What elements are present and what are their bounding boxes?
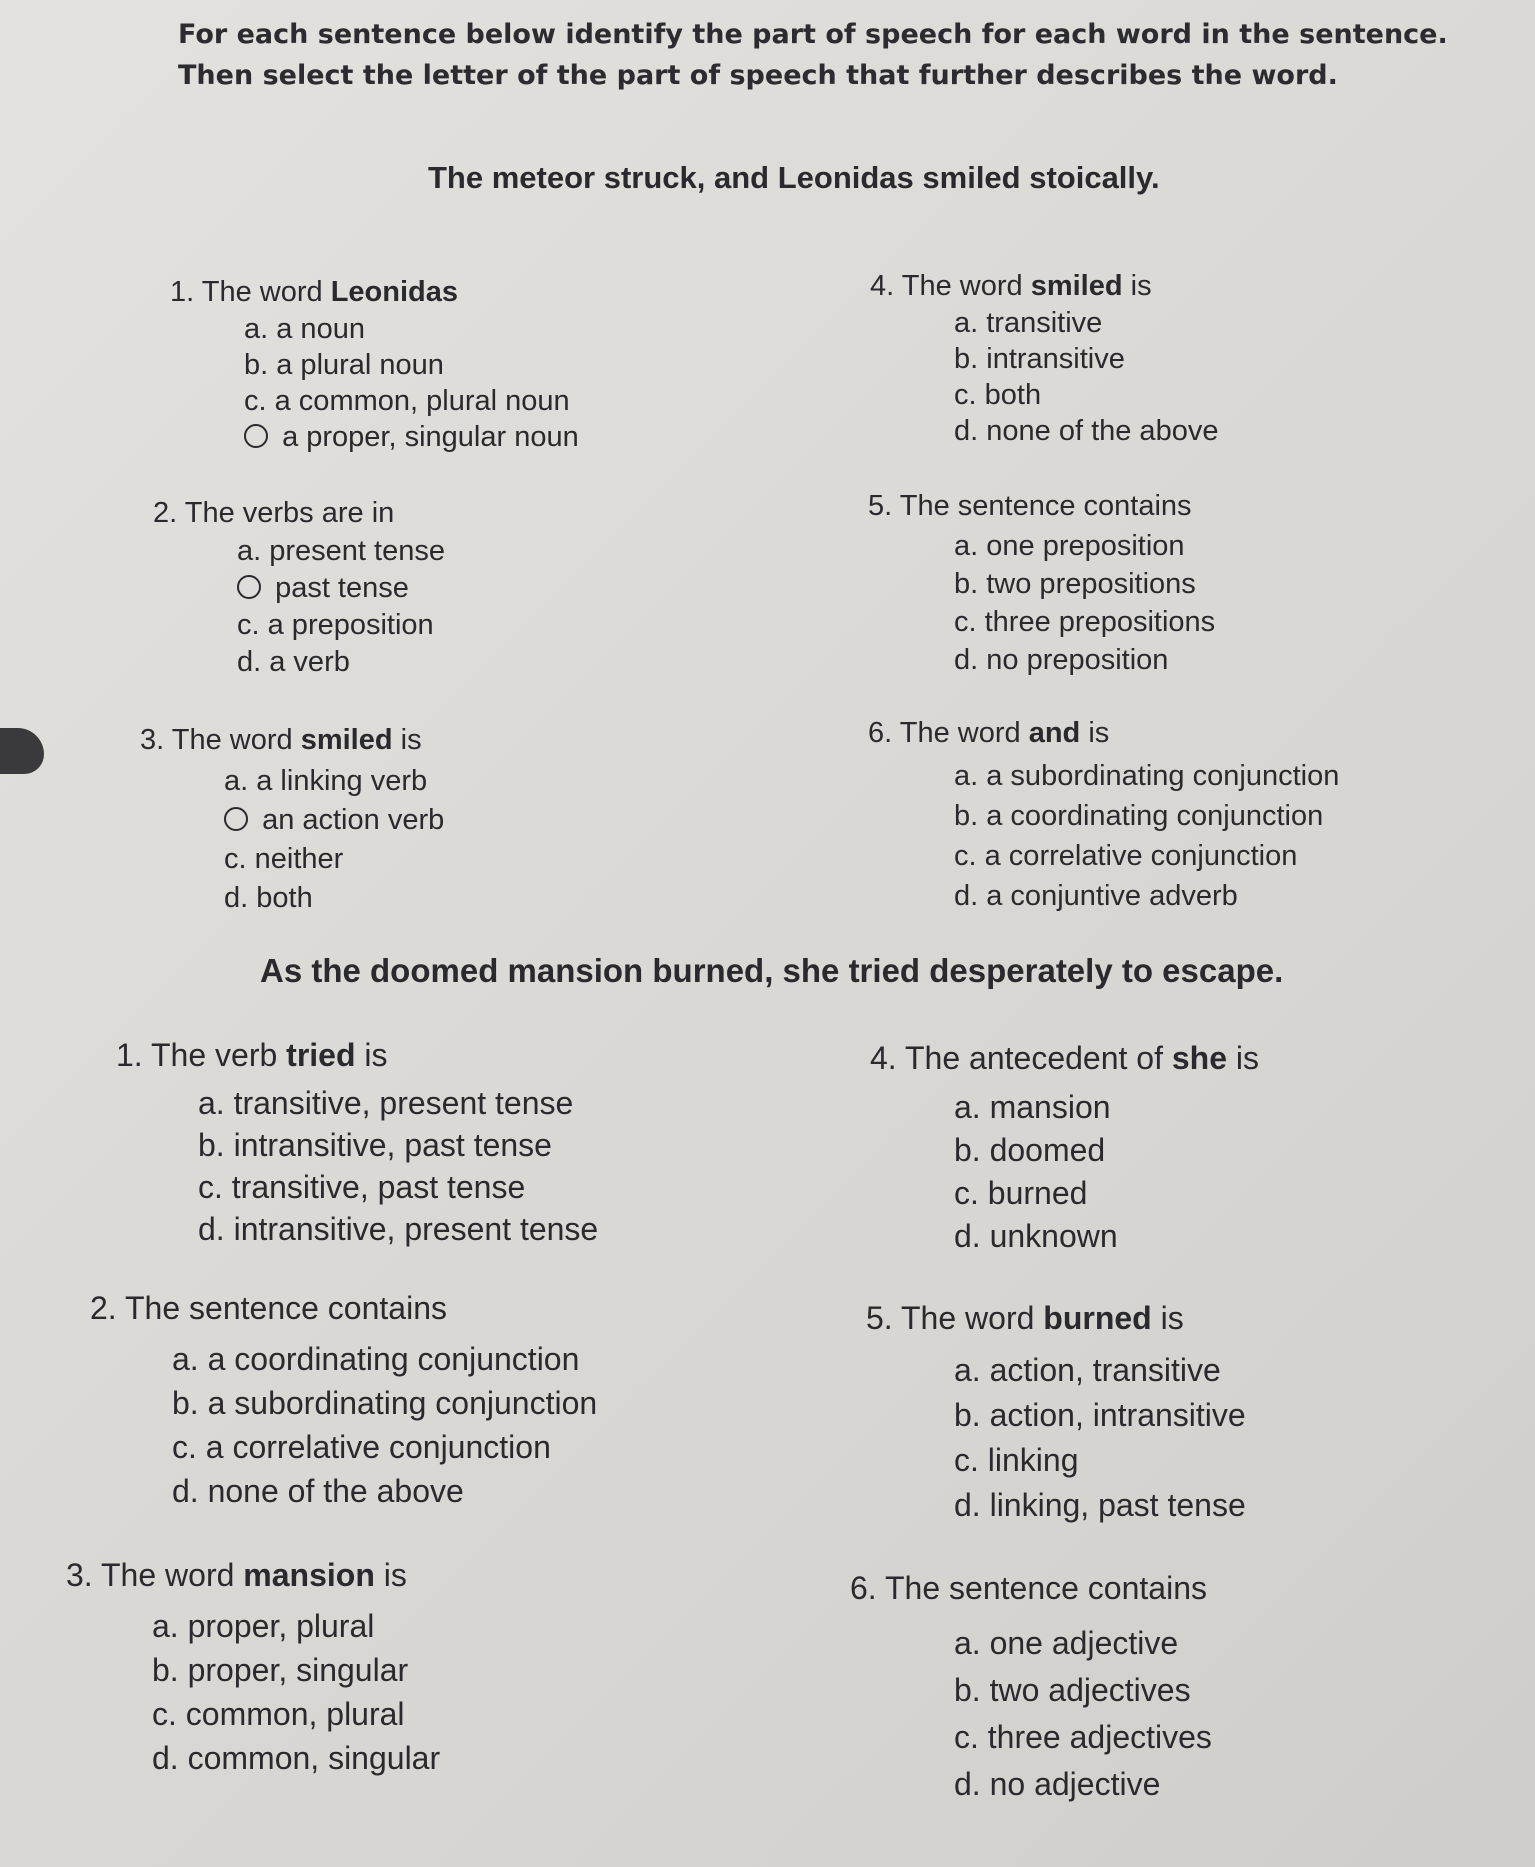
option-letter (172, 1385, 199, 1421)
option-text: both (256, 882, 313, 914)
option-text: a subordinating conjunction (986, 760, 1340, 792)
question-s1-q1 (170, 276, 579, 455)
question-target-word: mansion (243, 1557, 375, 1593)
option-a[interactable] (866, 1348, 1246, 1393)
option-letter-text: c. (954, 1175, 979, 1211)
option-a[interactable] (870, 305, 1218, 341)
question-number: 2. (153, 497, 178, 529)
question-title (153, 497, 445, 530)
question-s2-q4 (870, 1040, 1259, 1258)
question-title (116, 1037, 598, 1074)
option-letter (954, 880, 978, 912)
option-letter-text: c. (152, 1696, 177, 1732)
question-prefix: The sentence contains (899, 490, 1192, 522)
option-letter (954, 606, 977, 638)
option-d[interactable] (850, 1761, 1212, 1808)
option-letter-text: d. (954, 644, 979, 676)
option-a[interactable] (870, 1086, 1259, 1129)
question-prefix: The word (171, 724, 293, 756)
option-letter (172, 1429, 197, 1465)
option-c[interactable] (870, 377, 1218, 413)
option-letter (954, 800, 978, 832)
option-letter (198, 1127, 225, 1163)
option-c[interactable] (90, 1425, 597, 1469)
instructions: For each sentence below identify the part of speech for each word in the sentence. Then select the letter of the part of speech that further describes the word. (178, 19, 1448, 91)
option-text: no adjective (989, 1766, 1161, 1802)
question-number: 4. (870, 270, 895, 302)
option-letter (198, 1211, 225, 1247)
option-letter-text: b. (244, 349, 269, 381)
option-text: a subordinating conjunction (207, 1385, 598, 1421)
option-letter (954, 379, 977, 411)
option-letter (224, 804, 254, 836)
option-letter (172, 1473, 199, 1509)
option-text: a verb (269, 646, 350, 678)
question-title (66, 1557, 440, 1594)
option-text: none of the above (986, 415, 1219, 447)
option-a[interactable] (868, 756, 1339, 796)
question-target-word: she (1171, 1040, 1227, 1076)
option-letter (198, 1085, 225, 1121)
question-title (140, 724, 444, 757)
option-c[interactable] (850, 1714, 1212, 1761)
question-title (868, 717, 1339, 750)
option-b[interactable] (170, 347, 579, 383)
option-letter (954, 1132, 981, 1168)
option-c[interactable] (140, 840, 444, 879)
question-suffix: is (400, 724, 422, 756)
option-letter-text: c. (954, 379, 977, 411)
option-a[interactable] (170, 311, 579, 347)
option-c[interactable] (866, 1438, 1246, 1483)
question-s1-q5 (868, 490, 1215, 679)
question-number: 4. (870, 1040, 897, 1076)
option-letter-text: c. (198, 1169, 223, 1205)
option-letter (172, 1341, 199, 1377)
question-s2-q6 (850, 1570, 1212, 1808)
option-letter (954, 415, 978, 447)
option-letter-text: d. (237, 646, 262, 678)
question-target-word: smiled (1030, 270, 1123, 302)
option-letter (152, 1608, 179, 1644)
question-prefix: The sentence contains (125, 1290, 447, 1326)
question-title (850, 1570, 1212, 1607)
option-text: one preposition (986, 530, 1185, 562)
option-letter-text: b. (954, 1397, 981, 1433)
option-letter-text: d. (152, 1740, 179, 1776)
option-a[interactable] (116, 1082, 598, 1124)
question-suffix: is (1235, 1040, 1259, 1076)
option-letter (954, 1487, 981, 1523)
option-text: neither (254, 843, 344, 875)
sentence-2: As the doomed mansion burned, she tried desperately to escape. (260, 952, 1284, 989)
question-target-word: tried (286, 1037, 356, 1073)
option-letter-text: a. (198, 1085, 225, 1121)
option-a[interactable] (140, 762, 444, 801)
option-letter-text: b. (954, 1132, 981, 1168)
question-s2-q3 (66, 1557, 440, 1780)
option-letter-text: a. (152, 1608, 179, 1644)
question-target-word: burned (1043, 1300, 1152, 1336)
option-text: linking (987, 1442, 1079, 1478)
option-letter (224, 882, 248, 914)
option-text: an action verb (262, 804, 445, 836)
option-b[interactable] (870, 1129, 1259, 1172)
question-number: 3. (140, 724, 165, 756)
option-letter-text: d. (224, 882, 249, 914)
option-letter (954, 760, 978, 792)
option-letter (237, 535, 261, 567)
option-letter (244, 385, 267, 417)
option-text: action, intransitive (989, 1397, 1246, 1433)
question-s1-q3 (140, 724, 444, 918)
option-letter-text: a. (954, 1625, 981, 1661)
option-letter (954, 1672, 981, 1708)
option-letter (954, 1719, 979, 1755)
option-letter-text: a. (954, 1352, 981, 1388)
option-d[interactable] (170, 419, 579, 455)
question-s2-q5 (866, 1300, 1246, 1528)
question-prefix: The antecedent of (905, 1040, 1163, 1076)
option-letter (152, 1652, 179, 1688)
option-letter-text: a. (954, 1089, 981, 1125)
option-letter (237, 646, 261, 678)
option-letter-text: b. (172, 1385, 199, 1421)
option-a[interactable] (66, 1604, 440, 1648)
option-letter-text: a. (237, 535, 262, 567)
question-target-word: smiled (300, 724, 393, 756)
option-letter-text: d. (954, 1487, 981, 1523)
option-letter-text: c. (224, 843, 247, 875)
option-letter (954, 1218, 981, 1254)
question-s1-q6 (868, 717, 1339, 916)
option-letter-text: c. (237, 609, 260, 641)
question-number: 1. (116, 1037, 143, 1073)
option-text: transitive, present tense (233, 1085, 574, 1121)
option-letter-text: a. (954, 760, 979, 792)
option-d[interactable] (870, 1215, 1259, 1258)
answer-circle-mark (244, 424, 268, 448)
option-letter-text: b. (954, 568, 979, 600)
option-b[interactable] (850, 1667, 1212, 1714)
option-text: intransitive, past tense (233, 1127, 552, 1163)
sentence-1: The meteor struck, and Leonidas smiled stoically. (428, 160, 1160, 195)
option-text: proper, plural (187, 1608, 375, 1644)
option-letter (954, 1625, 981, 1661)
option-text: proper, singular (187, 1652, 409, 1688)
option-letter-text: d. (954, 1766, 981, 1802)
option-letter (237, 572, 267, 604)
option-text: a correlative conjunction (984, 840, 1298, 872)
question-title (866, 1300, 1246, 1337)
question-number: 1. (170, 276, 195, 308)
option-letter (954, 1089, 981, 1125)
option-c[interactable] (868, 836, 1339, 876)
answer-circle-mark (237, 575, 261, 599)
option-b[interactable] (870, 341, 1218, 377)
question-title (170, 276, 579, 309)
option-d[interactable] (140, 879, 444, 918)
option-d[interactable] (66, 1736, 440, 1780)
option-letter-text: d. (954, 880, 979, 912)
option-letter-text: a. (954, 530, 979, 562)
option-c[interactable] (868, 603, 1215, 641)
question-target-word: and (1028, 717, 1081, 749)
option-a[interactable] (850, 1620, 1212, 1667)
option-letter-text: c. (954, 1719, 979, 1755)
option-text: a coordinating conjunction (207, 1341, 580, 1377)
option-b[interactable] (153, 570, 445, 607)
option-text: a conjuntive adverb (986, 880, 1238, 912)
option-text: a linking verb (256, 765, 428, 797)
option-text: a correlative conjunction (205, 1429, 551, 1465)
question-suffix: is (1130, 270, 1152, 302)
question-number: 5. (866, 1300, 893, 1336)
option-text: common, plural (185, 1696, 405, 1732)
option-text: intransitive, present tense (233, 1211, 599, 1247)
question-suffix: is (383, 1557, 407, 1593)
option-d[interactable] (153, 644, 445, 681)
option-letter-text: b. (954, 1672, 981, 1708)
question-prefix: The word (201, 276, 323, 308)
option-letter (954, 1352, 981, 1388)
option-b[interactable] (116, 1124, 598, 1166)
option-letter (954, 307, 978, 339)
option-text: mansion (989, 1089, 1111, 1125)
option-d[interactable] (870, 413, 1218, 449)
option-c[interactable] (116, 1166, 598, 1208)
option-d[interactable] (116, 1208, 598, 1250)
option-letter (954, 568, 978, 600)
option-letter-text: c. (172, 1429, 197, 1465)
option-letter-text: d. (954, 1218, 981, 1254)
question-number: 6. (868, 717, 893, 749)
option-letter-text: b. (954, 800, 979, 832)
option-letter (244, 421, 274, 453)
option-text: three adjectives (987, 1719, 1212, 1755)
option-letter (152, 1696, 177, 1732)
question-suffix: is (1160, 1300, 1184, 1336)
option-letter (237, 609, 260, 641)
option-text: present tense (269, 535, 445, 567)
option-text: none of the above (207, 1473, 464, 1509)
option-text: common, singular (187, 1740, 441, 1776)
question-prefix: The verbs are in (184, 497, 395, 529)
question-prefix: The word (901, 270, 1023, 302)
option-d[interactable] (868, 876, 1339, 916)
option-letter (224, 843, 247, 875)
option-letter (244, 313, 268, 345)
option-b[interactable] (66, 1648, 440, 1692)
option-letter (954, 530, 978, 562)
option-letter-text: b. (954, 343, 979, 375)
option-letter-text: a. (954, 307, 979, 339)
option-text: action, transitive (989, 1352, 1221, 1388)
option-letter (954, 1766, 981, 1802)
option-text: one adjective (989, 1625, 1179, 1661)
option-letter-text: c. (954, 840, 977, 872)
question-number: 2. (90, 1290, 117, 1326)
question-number: 5. (868, 490, 893, 522)
option-letter (198, 1169, 223, 1205)
option-text: unknown (989, 1218, 1118, 1254)
option-text: transitive (986, 307, 1103, 339)
option-a[interactable] (153, 533, 445, 570)
option-text: three prepositions (984, 606, 1216, 638)
answer-circle-mark (224, 807, 248, 831)
option-text: doomed (989, 1132, 1106, 1168)
option-b[interactable] (140, 801, 444, 840)
question-s1-q2 (153, 497, 445, 681)
option-text: no preposition (986, 644, 1169, 676)
option-letter (954, 1397, 981, 1433)
question-title (870, 270, 1218, 303)
option-text: a proper, singular noun (282, 421, 579, 453)
option-letter-text: d. (954, 415, 979, 447)
question-suffix: is (364, 1037, 388, 1073)
question-prefix: The word (101, 1557, 235, 1593)
option-letter-text: c. (244, 385, 267, 417)
option-text: a noun (276, 313, 365, 345)
option-letter (954, 840, 977, 872)
option-text: two adjectives (989, 1672, 1191, 1708)
option-b[interactable] (868, 565, 1215, 603)
option-letter-text: a. (224, 765, 249, 797)
option-letter (244, 349, 268, 381)
option-letter-text: d. (172, 1473, 199, 1509)
question-title (868, 490, 1215, 523)
option-c[interactable] (170, 383, 579, 419)
option-letter (224, 765, 248, 797)
option-d[interactable] (866, 1483, 1246, 1528)
option-letter-text: a. (244, 313, 269, 345)
option-letter-text: b. (198, 1127, 225, 1163)
option-b[interactable] (868, 796, 1339, 836)
option-a[interactable] (90, 1337, 597, 1381)
option-letter-text: c. (954, 1442, 979, 1478)
option-text: transitive, past tense (231, 1169, 526, 1205)
option-letter (152, 1740, 179, 1776)
option-d[interactable] (90, 1469, 597, 1513)
question-number: 3. (66, 1557, 93, 1593)
question-suffix: is (1088, 717, 1110, 749)
option-c[interactable] (66, 1692, 440, 1736)
option-letter (954, 343, 978, 375)
option-text: two prepositions (986, 568, 1196, 600)
option-letter (954, 1175, 979, 1211)
option-b[interactable] (866, 1393, 1246, 1438)
question-title (870, 1040, 1259, 1077)
option-text: linking, past tense (989, 1487, 1246, 1523)
option-letter-text: a. (172, 1341, 199, 1377)
option-text: a common, plural noun (274, 385, 570, 417)
question-prefix: The sentence contains (885, 1570, 1207, 1606)
option-c[interactable] (870, 1172, 1259, 1215)
option-text: a plural noun (276, 349, 444, 381)
option-a[interactable] (868, 527, 1215, 565)
option-text: past tense (275, 572, 409, 604)
question-s2-q1 (116, 1037, 598, 1250)
option-letter-text: d. (198, 1211, 225, 1247)
option-text: both (984, 379, 1042, 411)
option-letter (954, 1442, 979, 1478)
question-prefix: The verb (151, 1037, 278, 1073)
question-number: 6. (850, 1570, 877, 1606)
question-prefix: The word (899, 717, 1021, 749)
option-c[interactable] (153, 607, 445, 644)
option-text: burned (987, 1175, 1088, 1211)
option-letter-text: c. (954, 606, 977, 638)
option-letter-text: b. (152, 1652, 179, 1688)
question-s1-q4 (870, 270, 1218, 449)
option-d[interactable] (868, 641, 1215, 679)
option-text: a preposition (267, 609, 434, 641)
option-text: intransitive (986, 343, 1125, 375)
question-s2-q2 (90, 1290, 597, 1513)
question-target-word: Leonidas (330, 276, 458, 308)
option-b[interactable] (90, 1381, 597, 1425)
option-letter (954, 644, 978, 676)
option-text: a coordinating conjunction (986, 800, 1324, 832)
question-prefix: The word (901, 1300, 1035, 1336)
question-title (90, 1290, 597, 1327)
